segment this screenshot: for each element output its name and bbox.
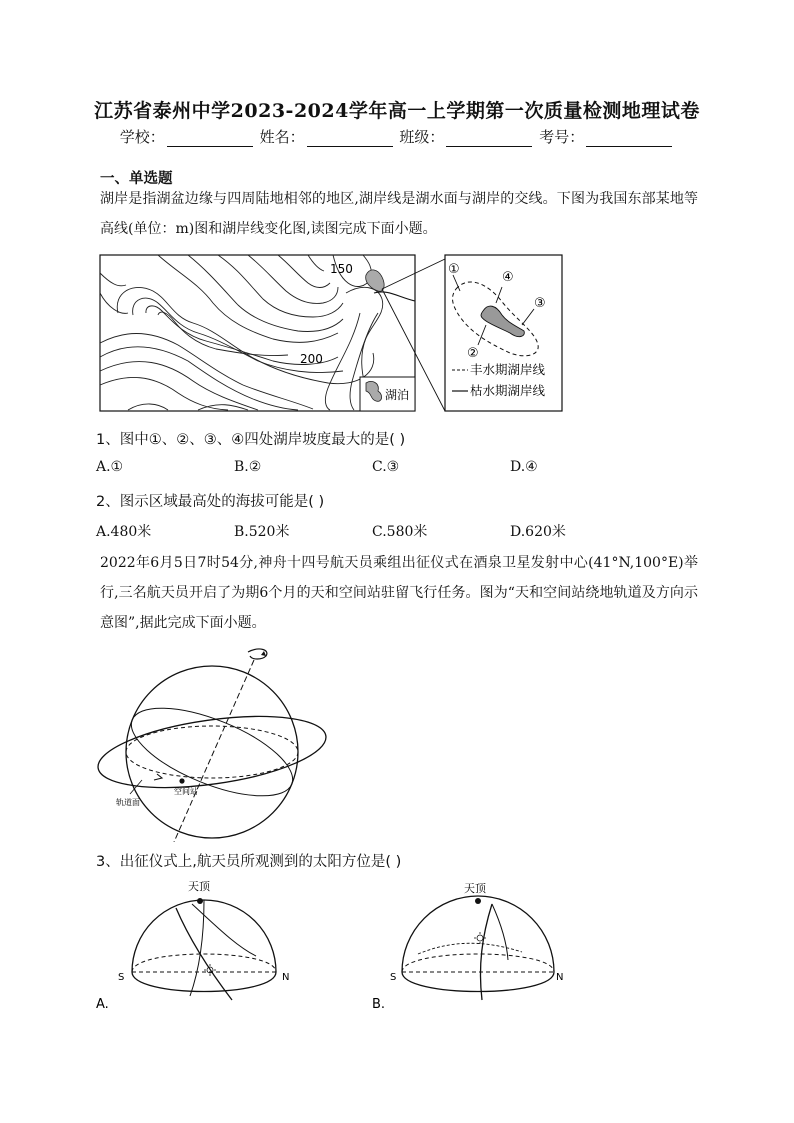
name-field[interactable] xyxy=(307,132,393,147)
legend-dry-shoreline: 枯水期湖岸线 xyxy=(470,383,546,398)
zenith-dot-a xyxy=(197,898,203,904)
contour-label-150: 150 xyxy=(330,262,353,276)
marker-1: ① xyxy=(448,262,460,277)
lake-legend-label: 湖泊 xyxy=(385,388,410,402)
zenith-label-a: 天顶 xyxy=(188,880,210,893)
marker-3: ③ xyxy=(534,296,546,311)
shoreline-inset xyxy=(445,255,562,411)
paper-title: 江苏省泰州中学2023-2024学年高一上学期第一次质量检测地理试卷 xyxy=(94,100,700,122)
question-2: 2、图示区域最高处的海拔可能是( ) xyxy=(96,494,325,510)
question-3: 3、出征仪式上,航天员所观测到的太阳方位是( ) xyxy=(96,854,402,870)
space-station-label: 空间站 xyxy=(174,787,198,796)
q2-option-c[interactable]: C.580米 xyxy=(372,524,428,540)
class-label: 班级： xyxy=(399,128,445,146)
dome-figure-b xyxy=(372,876,582,1016)
contour-map-figure xyxy=(98,253,566,415)
contour-map xyxy=(100,255,445,411)
marker-2: ② xyxy=(467,346,479,361)
q1-option-b[interactable]: B.② xyxy=(234,459,262,475)
passage-spacestation: 2022年6月5日7时54分,神舟十四号航天员乘组出征仪式在酒泉卫星发射中心(41°N,100°E)举行,三名航天员开启了为期6个月的天和空间站驻留飞行任务。图为“天和空间站绕地轨道及方向示意图”,据此完成下面小题。 xyxy=(100,555,698,631)
q1-option-c[interactable]: C.③ xyxy=(372,459,400,475)
name-label: 姓名： xyxy=(259,128,305,146)
zenith-label-b: 天顶 xyxy=(464,882,486,895)
number-field[interactable] xyxy=(586,132,672,147)
zenith-dot-b xyxy=(475,898,481,904)
contour-label-200: 200 xyxy=(300,352,323,366)
q1-option-d[interactable]: D.④ xyxy=(510,459,538,475)
north-label-b: N xyxy=(556,972,564,983)
option-b-label[interactable]: B. xyxy=(372,997,386,1012)
student-info xyxy=(0,126,794,147)
marker-4: ④ xyxy=(502,270,514,285)
section-heading: 一、单选题 xyxy=(100,171,173,187)
legend-wet-shoreline: 丰水期湖岸线 xyxy=(470,362,546,377)
option-a-label[interactable]: A. xyxy=(96,997,109,1012)
q1-option-a[interactable]: A.① xyxy=(96,459,124,475)
q2-option-d[interactable]: D.620米 xyxy=(510,524,566,540)
school-field[interactable] xyxy=(167,132,253,147)
q2-option-b[interactable]: B.520米 xyxy=(234,524,290,540)
orbit-plane-label: 轨道面 xyxy=(116,798,140,807)
question-2-options xyxy=(96,521,696,541)
q2-option-a[interactable]: A.480米 xyxy=(96,524,152,540)
passage-lake: 湖岸是指湖盆边缘与四周陆地相邻的地区,湖岸线是湖水面与湖岸的交线。下图为我国东部某地等高线(单位：m)图和湖岸线变化图,读图完成下面小题。 xyxy=(100,191,698,237)
south-label-b: S xyxy=(390,972,397,983)
north-label-a: N xyxy=(282,972,290,983)
question-1-options xyxy=(96,459,696,479)
number-label: 考号： xyxy=(539,128,585,146)
south-label-a: S xyxy=(118,972,125,983)
space-station-dot xyxy=(179,778,184,783)
orbit-figure xyxy=(94,642,334,842)
question-1: 1、图中①、②、③、④四处湖岸坡度最大的是( ) xyxy=(96,432,406,448)
dome-figure-a xyxy=(96,876,306,1016)
school-label: 学校： xyxy=(119,128,165,146)
class-field[interactable] xyxy=(446,132,532,147)
